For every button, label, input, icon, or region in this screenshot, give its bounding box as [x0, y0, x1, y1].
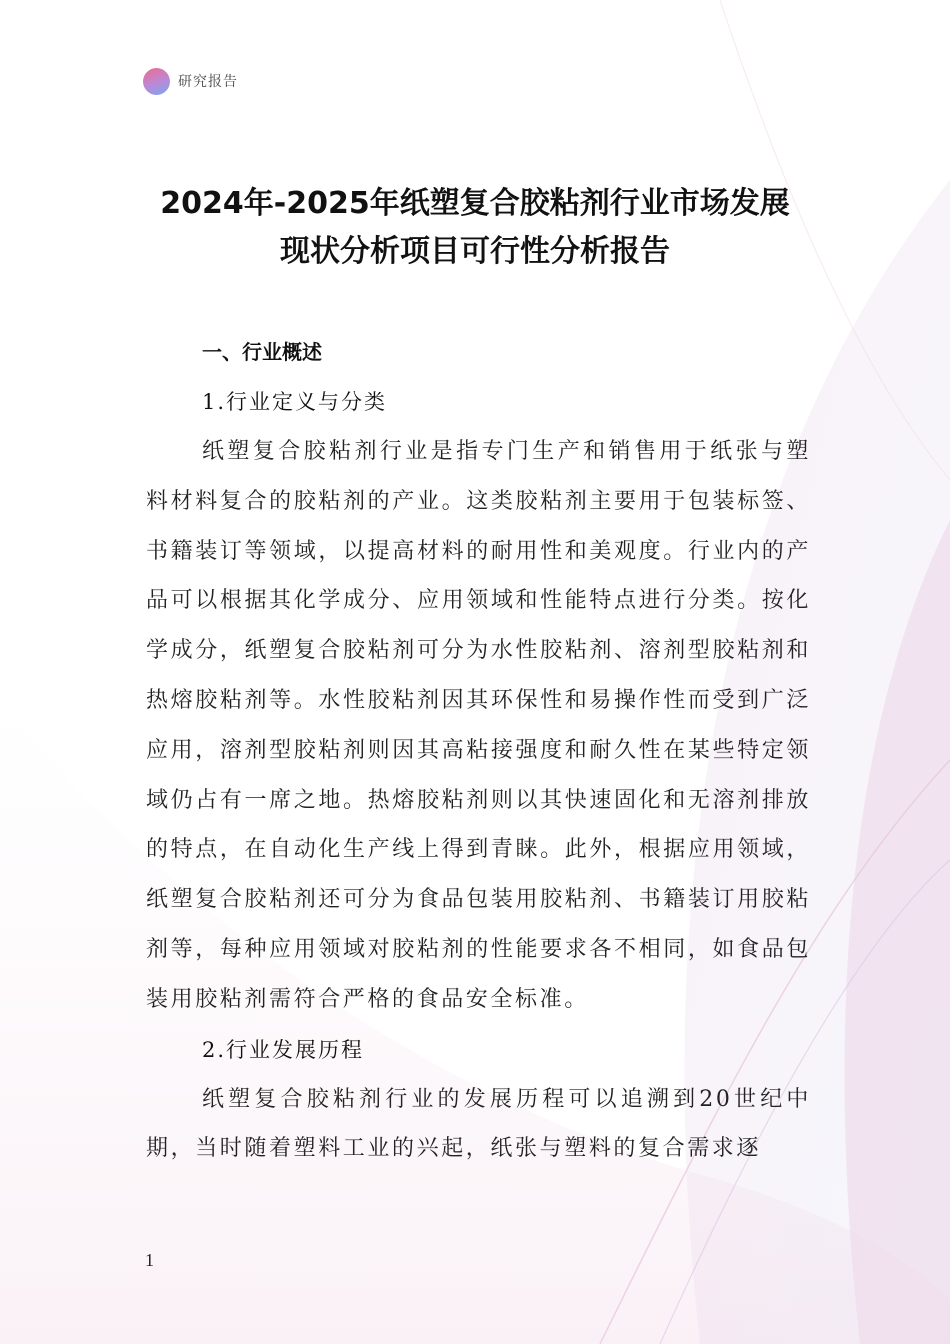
logo-circle-icon — [143, 68, 170, 95]
page-number: 1 — [145, 1250, 154, 1270]
report-header — [143, 64, 238, 98]
header-label: 研究报告 — [178, 74, 238, 90]
subsection-heading-definition: 1.行业定义与分类 — [202, 390, 388, 414]
subsection-heading-history: 2.行业发展历程 — [202, 1037, 365, 1062]
paragraph-history: 纸塑复合胶粘剂行业的发展历程可以追溯到20世纪中期，当时随着塑料工业的兴起，纸张与塑料的复合需求逐 — [146, 1086, 811, 1162]
section-heading-overview: 一、行业概述 — [202, 340, 322, 364]
document-title — [100, 180, 850, 276]
paragraph-definition: 纸塑复合胶粘剂行业是指专门生产和销售用于纸张与塑料材料复合的胶粘剂的产业。这类胶粘剂主要用于包装标签、书籍装订等领域，以提高材料的耐用性和美观度。行业内的产品可以根据其化学成分、应用领域和性能特点进行分类。按化学成分，纸塑复合胶粘剂可分为水性胶粘剂、溶剂型胶粘剂和热熔胶粘剂等。水性胶粘剂因其环保性和易操作性而受到广泛应用，溶剂型胶粘剂则因其高粘接强度和耐久性在某些特定领域仍占有一席之地。热熔胶粘剂则以其快速固化和无溶剂排放的特点，在自动化生产线上得到青睐。此外，根据应用领域，纸塑复合胶粘剂还可分为食品包装用胶粘剂、书籍装订用胶粘剂等，每种应用领域对胶粘剂的性能要求各不相同，如食品包装用胶粘剂需符合严格的食品安全标准。 — [146, 439, 811, 1012]
title-line-2: 现状分析项目可行性分析报告 — [280, 234, 670, 269]
document-body — [146, 327, 811, 1174]
title-line-1: 2024年-2025年纸塑复合胶粘剂行业市场发展 — [160, 186, 790, 221]
